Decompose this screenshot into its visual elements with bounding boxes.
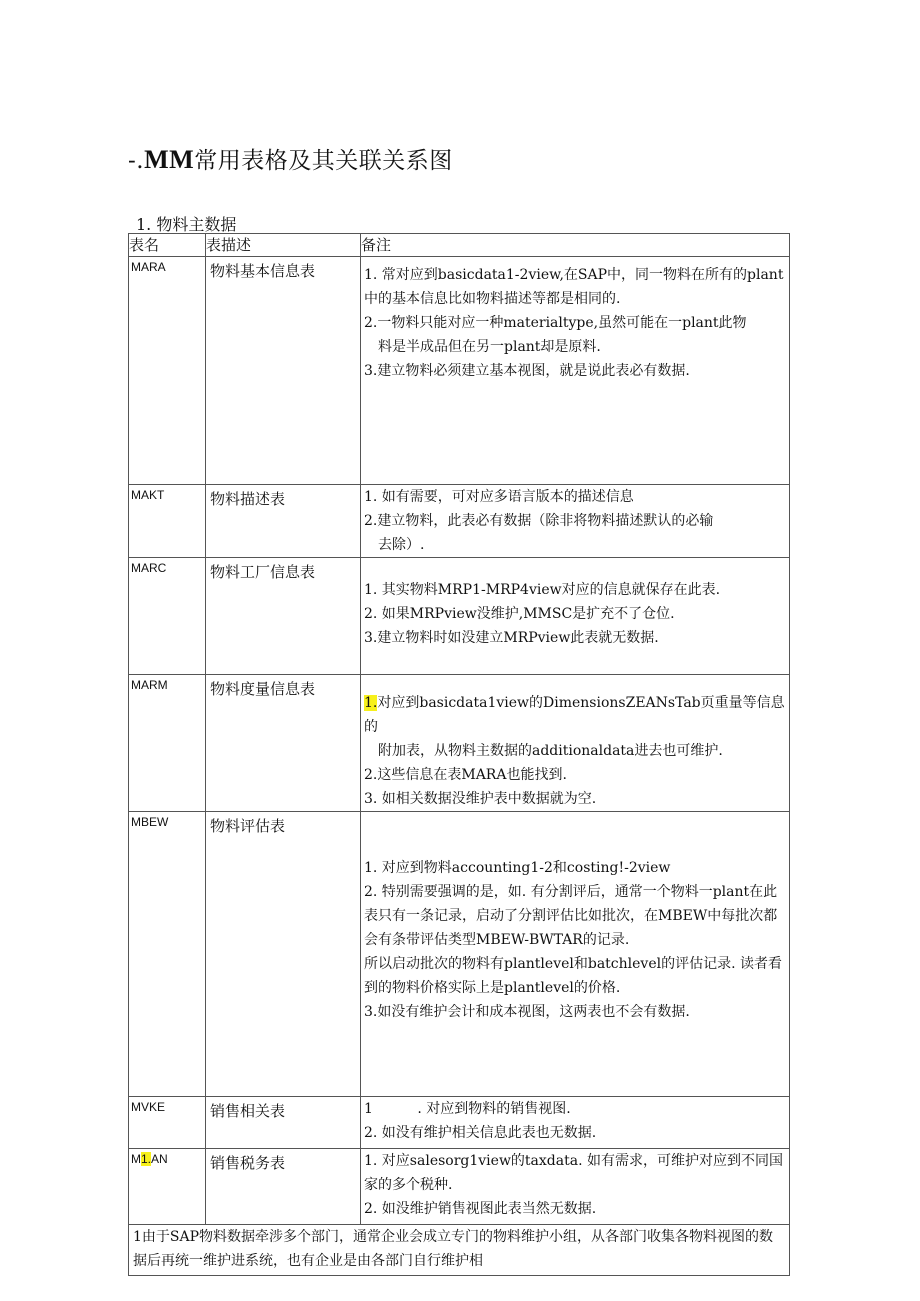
table-code-cell: MBEW: [129, 812, 206, 1097]
note-line: 3.建立物料必须建立基本视图，就是说此表必有数据.: [364, 363, 690, 379]
code-part: AN: [151, 1152, 168, 1166]
header-table-desc: 表描述: [206, 234, 361, 257]
header-notes: 备注: [361, 234, 790, 257]
note-line: 所以启动批次的物料有plantlevel和batchlevel的评估记录. 读者看到的物料价格实际上是plantlevel的价格.: [364, 956, 782, 996]
table-code-cell: MARC: [129, 558, 206, 675]
footer-row: [129, 1225, 790, 1276]
table-row: [129, 812, 790, 1097]
table-row: [129, 558, 790, 675]
header-table-name: 表名: [129, 234, 206, 257]
table-desc-cell: 物料评估表: [206, 812, 361, 1097]
title-mm: MM: [144, 145, 195, 174]
note-line: 1. 对应到物料accounting1-2和costing!-2view: [364, 860, 671, 876]
title-text: 常用表格及其关联关系图: [194, 148, 453, 174]
highlighted-code-part: 1.: [141, 1152, 152, 1166]
note-line: 2. 如没有维护相关信息此表也无数据.: [364, 1125, 597, 1141]
table-code-cell: MARM: [129, 675, 206, 812]
table-header-row: [129, 234, 790, 257]
code-part: M: [131, 1152, 141, 1166]
title-prefix: -.: [128, 148, 145, 174]
table-desc-cell: 物料度量信息表: [206, 675, 361, 812]
table-desc-cell: 物料基本信息表: [206, 257, 361, 485]
table-code-cell: [129, 1149, 206, 1225]
section-heading: 1. 物料主数据: [136, 215, 237, 234]
table-row: [129, 675, 790, 812]
note-text: 对应到basicdata1view的DimensionsZEANsTab页重量等信息的: [364, 695, 785, 735]
material-tables-table: [128, 233, 790, 1276]
table-notes-cell: [361, 812, 790, 1097]
table-notes-cell: [361, 1149, 790, 1225]
table-code-cell: MARA: [129, 257, 206, 485]
note-line: 2. 如果MRPview没维护,MMSC是扩充不了仓位.: [364, 606, 675, 622]
note-line: 2.一物料只能对应一种materialtype,虽然可能在一plant此物: [364, 315, 747, 331]
table-code-cell: MVKE: [129, 1097, 206, 1149]
note-line: 2. 如没维护销售视图此表当然无数据.: [364, 1201, 597, 1217]
note-line: 去除）.: [378, 537, 425, 553]
table-notes-cell: [361, 485, 790, 558]
note-line: 1. 常对应到basicdata1-2view,在SAP中，同一物料在所有的plant中的基本信息比如物料描述等都是相同的.: [364, 267, 784, 307]
table-code-cell: MAKT: [129, 485, 206, 558]
note-line: 2.这些信息在表MARA也能找到.: [364, 767, 567, 783]
table-row: [129, 485, 790, 558]
note-line: [364, 691, 785, 739]
note-line: 料是半成品但在另一plant却是原料.: [378, 339, 601, 355]
table-desc-cell: 销售税务表: [206, 1149, 361, 1225]
table-notes-cell: [361, 675, 790, 812]
table-row: [129, 1149, 790, 1225]
table-notes-cell: [361, 558, 790, 675]
note-line: 1. 对应salesorg1view的taxdata. 如有需求，可维护对应到不同国家的多个税种.: [364, 1153, 783, 1193]
table-row: [129, 257, 790, 485]
footer-note: 1由于SAP物料数据牵涉多个部门，通常企业会成立专门的物料维护小组，从各部门收集各物料视图的数据后再统一维护进系统，也有企业是由各部门自行维护相: [129, 1225, 790, 1276]
note-line: 1. 其实物料MRP1-MRP4view对应的信息就保存在此表.: [364, 582, 721, 598]
page-title: [128, 142, 453, 175]
table-desc-cell: 物料描述表: [206, 485, 361, 558]
note-line: 2.建立物料，此表必有数据（除非将物料描述默认的必输: [364, 513, 714, 529]
note-line: 3.建立物料时如没建立MRPview此表就无数据.: [364, 630, 659, 646]
highlighted-number: 1.: [364, 695, 378, 711]
note-line: 1 . 对应到物料的销售视图.: [364, 1101, 571, 1117]
table-row: [129, 1097, 790, 1149]
table-desc-cell: 物料工厂信息表: [206, 558, 361, 675]
note-line: 1. 如有需要，可对应多语言版本的描述信息: [364, 489, 634, 505]
note-line: 3.如没有维护会计和成本视图，这两表也不会有数据.: [364, 1004, 690, 1020]
note-line: 3. 如相关数据没维护表中数据就为空.: [364, 791, 597, 807]
note-line: 2. 特别需要强调的是，如. 有分割评后，通常一个物料一plant在此表只有一条记录，启动了分割评估比如批次，在MBEW中每批次都会有条带评估类型MBEW-BWTAR的记录.: [364, 884, 778, 948]
table-desc-cell: 销售相关表: [206, 1097, 361, 1149]
table-notes-cell: [361, 257, 790, 485]
table-notes-cell: [361, 1097, 790, 1149]
note-line: 附加表，从物料主数据的additionaldata进去也可维护.: [378, 743, 723, 759]
